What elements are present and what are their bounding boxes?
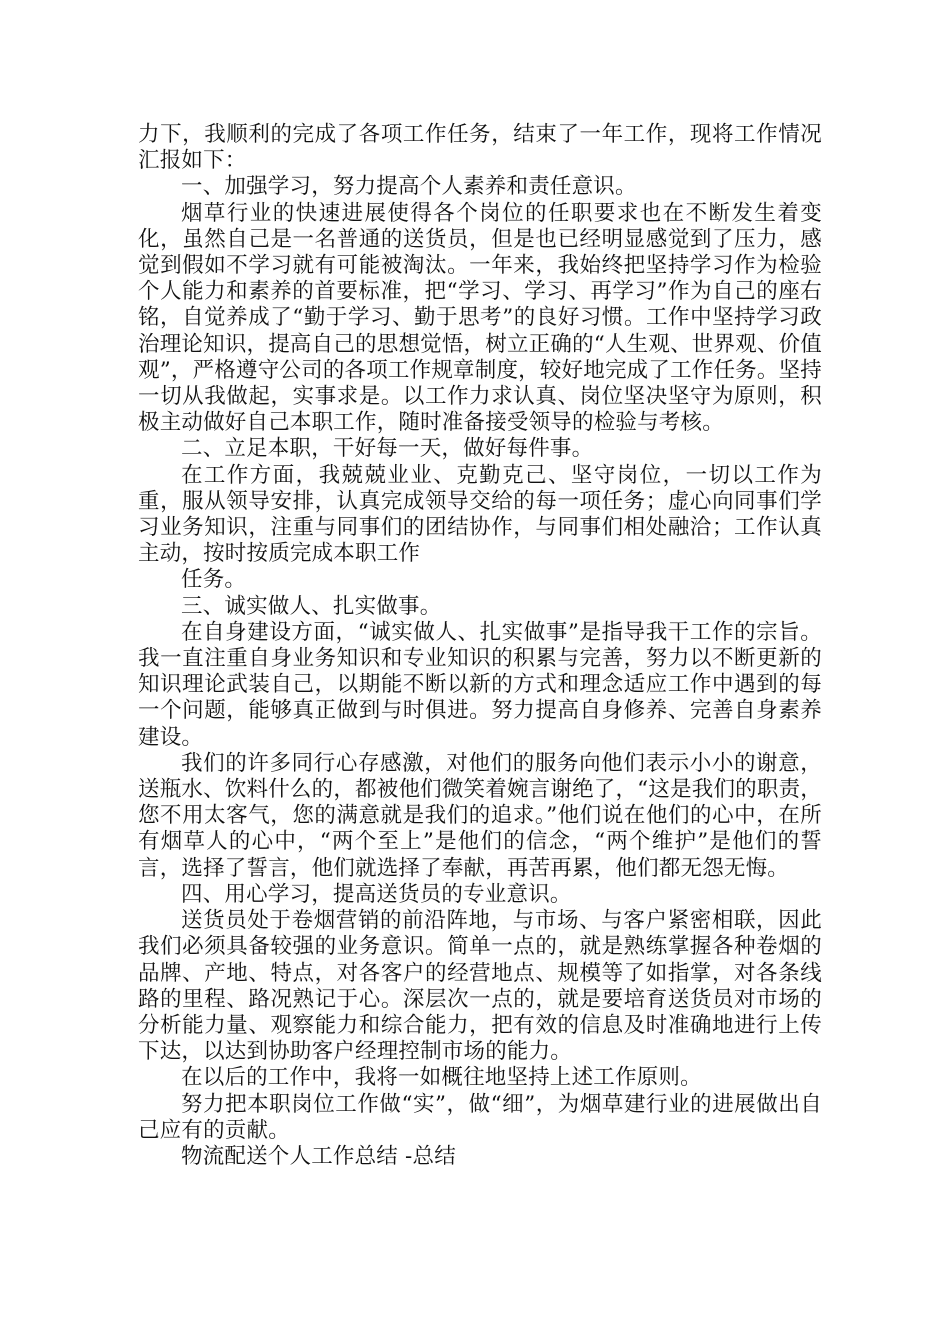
document-body [138, 122, 822, 1170]
paragraph-gratitude: 我们的许多同行心存感激，对他们的服务向他们表示小小的谢意，送瓶水、饮料什么的，都被他们微笑着婉言谢绝了，“这是我们的职责，您不用太客气，您的满意就是我们的追求。”他们说在他们的心中，在所有烟草人的心中，“两个至上”是他们的信念，“两个维护”是他们的誓言，选择了誓言，他们就选择了奉献，再苦再累，他们都无怨无悔。 [138, 750, 822, 881]
paragraph-task: 任务。 [181, 567, 247, 593]
section-heading-2: 二、立足本职，干好每一天，做好每件事。 [181, 436, 594, 462]
paragraph-study: 烟草行业的快速进展使得各个岗位的任职要求也在不断发生着变化，虽然自己是一名普通的送货员，但是也已经明显感觉到了压力，感觉到假如不学习就有可能被淘汰。一年来，我始终把坚持学习作为检验个人能力和素养的首要标准，把“学习、学习、再学习”作为自己的座右铭，自觉养成了“勤于学习、勤于思考”的良好习惯。工作中坚持学习政治理论知识，提高自己的思想觉悟，树立正确的“人生观、世界观、价值观”，严格遵守公司的各项工作规章制度，较好地完成了工作任务。坚持一切从我做起，实事求是。以工作力求认真、岗位坚决坚守为原则，积极主动做好自己本职工作，随时准备接受领导的检验与考核。 [138, 200, 822, 436]
section-heading-1: 一、加强学习，努力提高个人素养和责任意识。 [181, 174, 637, 200]
document-footer-title: 物流配送个人工作总结 -总结 [181, 1143, 456, 1169]
paragraph-self-building: 在自身建设方面，“诚实做人、扎实做事”是指导我干工作的宗旨。我一直注重自身业务知识和专业知识的积累与完善，努力以不断更新的知识理论武装自己，以期能不断以新的方式和理念适应工作中遇到的每一个问题，能够真正做到与时俱进。努力提高自身修养、完善自身素养建设。 [138, 619, 822, 750]
paragraph-intro: 力下，我顺利的完成了各项工作任务，结束了一年工作，现将工作情况汇报如下： [138, 122, 822, 174]
section-heading-3: 三、诚实做人、扎实做事。 [181, 593, 442, 619]
section-heading-4: 四、用心学习，提高送货员的专业意识。 [181, 881, 572, 907]
paragraph-contribution: 努力把本职岗位工作做“实”，做“细”，为烟草建行业的进展做出自己应有的贡献。 [138, 1091, 822, 1143]
paragraph-work: 在工作方面，我兢兢业业、克勤克己、坚守岗位，一切以工作为重，服从领导安排，认真完成领导交给的每一项任务；虚心向同事们学习业务知识，注重与同事们的团结协作，与同事们相处融洽；工作认真主动，按时按质完成本职工作 [138, 462, 822, 567]
paragraph-delivery: 送货员处于卷烟营销的前沿阵地，与市场、与客户紧密相联，因此我们必须具备较强的业务意识。简单一点的，就是熟练掌握各种卷烟的品牌、产地、特点，对各客户的经营地点、规模等了如指掌，对各条线路的里程、路况熟记于心。深层次一点的，就是要培育送货员对市场的分析能力量、观察能力和综合能力，把有效的信息及时准确地进行上传下达，以达到协助客户经理控制市场的能力。 [138, 908, 822, 1065]
paragraph-future: 在以后的工作中，我将一如概往地坚持上述工作原则。 [181, 1065, 702, 1091]
